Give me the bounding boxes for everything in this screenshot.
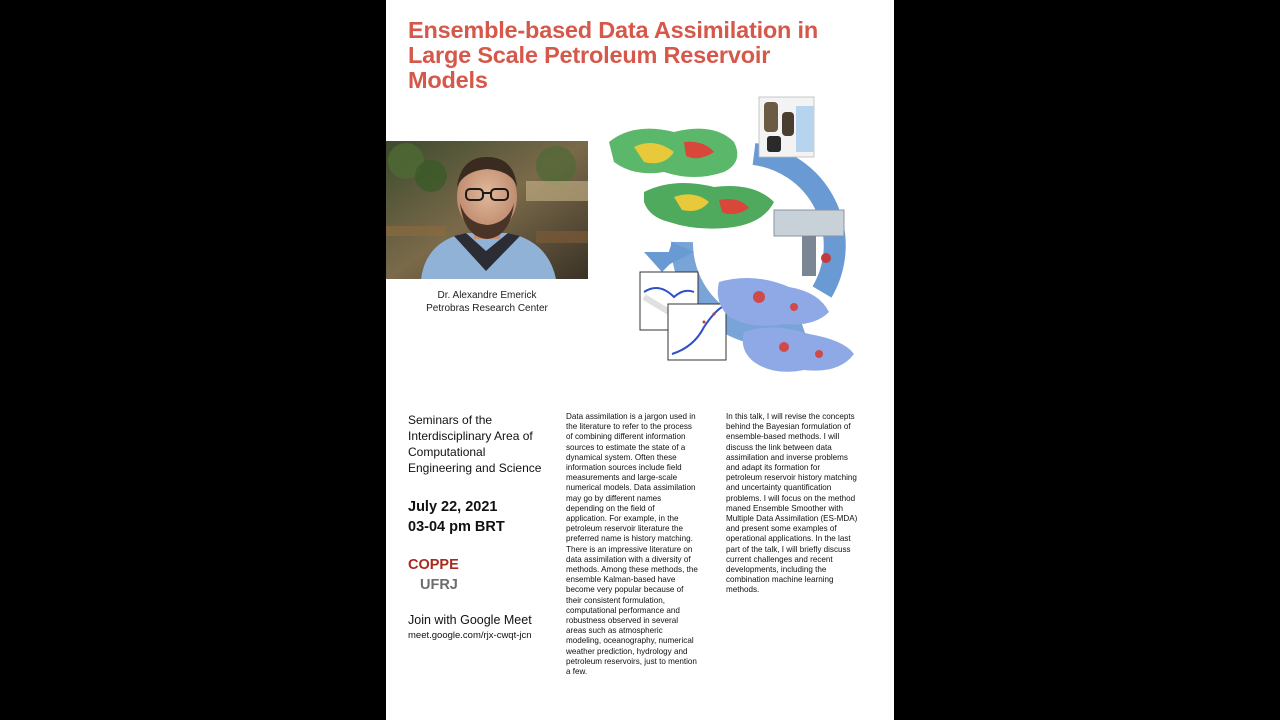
abstract-line: may go by different names [566, 493, 662, 503]
abstract-line: their consistent formulation, [566, 595, 665, 605]
abstract-line: of combining different information [566, 432, 686, 442]
abstract-line: modeling, oceanography, numerical [566, 636, 694, 646]
abstract-line: ensemble-based methods. I will [726, 432, 840, 442]
abstract-line: robustness observed in several [566, 616, 679, 626]
abstract-line: and uncertainty quantification [726, 483, 832, 493]
speaker-name: Dr. Alexandre Emerick [437, 290, 537, 301]
abstract-line: There is an impressive literature on [566, 544, 693, 554]
series-line: Computational [408, 445, 486, 459]
abstract-column-2 [726, 412, 878, 596]
abstract-line: developments, including the [726, 565, 827, 575]
speaker-caption [386, 289, 588, 315]
series-line: Seminars of the [408, 413, 493, 427]
abstract-line: become very popular because of [566, 585, 684, 595]
abstract-line: part of the talk, I will briefly discuss [726, 544, 851, 554]
poster [386, 0, 894, 720]
abstract-line: data assimilation with a diversity of [566, 554, 691, 564]
abstract-line: preferred name is history matching. [566, 534, 693, 544]
meet-title: Join with Google Meet [408, 613, 532, 627]
poster-title [408, 18, 878, 93]
abstract-line: areas such as atmospheric [566, 626, 663, 636]
series-line: Engineering and Science [408, 461, 542, 475]
meet-link[interactable]: meet.google.com/rjx-cwqt-jcn [408, 630, 532, 641]
abstract-line: a few. [566, 667, 588, 677]
abstract-line: and present some examples of [726, 524, 837, 534]
event-date-time [408, 497, 558, 537]
abstract-column-1 [566, 412, 718, 677]
speaker-photo [386, 141, 588, 279]
abstract-line: weather prediction, hydrology and [566, 646, 688, 656]
abstract-line: computational performance and [566, 605, 680, 615]
abstract-line: methods. Among these methods, the [566, 565, 698, 575]
abstract-line: petroleum reservoirs, just to mention [566, 656, 697, 666]
abstract-line: depending on the field of [566, 503, 655, 513]
series-line: Interdisciplinary Area of [408, 429, 533, 443]
abstract-line: maned Ensemble Smoother with [726, 503, 843, 513]
abstract-line: discuss the link between data [726, 442, 832, 452]
data-assimilation-cycle-diagram [604, 92, 866, 384]
seminar-series [408, 412, 558, 476]
abstract-line: information sources include field [566, 463, 682, 473]
event-date: July 22, 2021 [408, 499, 498, 515]
abstract-line: In this talk, I will revise the concepts [726, 412, 855, 421]
abstract-line: operational applications. In the last [726, 534, 851, 544]
abstract-line: Data assimilation is a jargon used in [566, 412, 696, 421]
abstract-line: the literature to refer to the process [566, 422, 692, 432]
abstract-line: and adapt its formation for [726, 463, 821, 473]
abstract-line: behind the Bayesian formulation of [726, 422, 851, 432]
event-time: 03-04 pm BRT [408, 519, 505, 535]
abstract-line: numerical models. Data assimilation [566, 483, 696, 493]
org-coppe: COPPE [408, 557, 459, 573]
speaker-affiliation: Petrobras Research Center [426, 303, 548, 314]
abstract-line: application. For example, in the [566, 514, 679, 524]
abstract-line: methods. [726, 585, 760, 595]
abstract-line: current challenges and recent [726, 554, 833, 564]
speaker-photo-image [386, 141, 588, 279]
abstract-line: sources to estimate the state of a [566, 442, 686, 452]
abstract-line: petroleum reservoir history matching [726, 473, 857, 483]
title-line: Models [408, 67, 488, 93]
abstract-line: Multiple Data Assimilation (ES-MDA) [726, 514, 858, 524]
abstract-line: assimilation and inverse problems [726, 452, 848, 462]
org-ufrj: UFRJ [420, 577, 458, 593]
abstract-line: petroleum reservoir literature the [566, 524, 683, 534]
abstract-line: problems. I will focus on the method [726, 493, 856, 503]
abstract-line: ensemble Kalman-based have [566, 575, 676, 585]
cycle-diagram-graphic [604, 92, 866, 384]
abstract-line: dynamical system. Often these [566, 452, 677, 462]
abstract-line: measurements and large-scale [566, 473, 678, 483]
title-line: Ensemble-based Data Assimilation in [408, 17, 819, 43]
title-line: Large Scale Petroleum Reservoir [408, 42, 771, 68]
abstract-line: combination machine learning [726, 575, 834, 585]
